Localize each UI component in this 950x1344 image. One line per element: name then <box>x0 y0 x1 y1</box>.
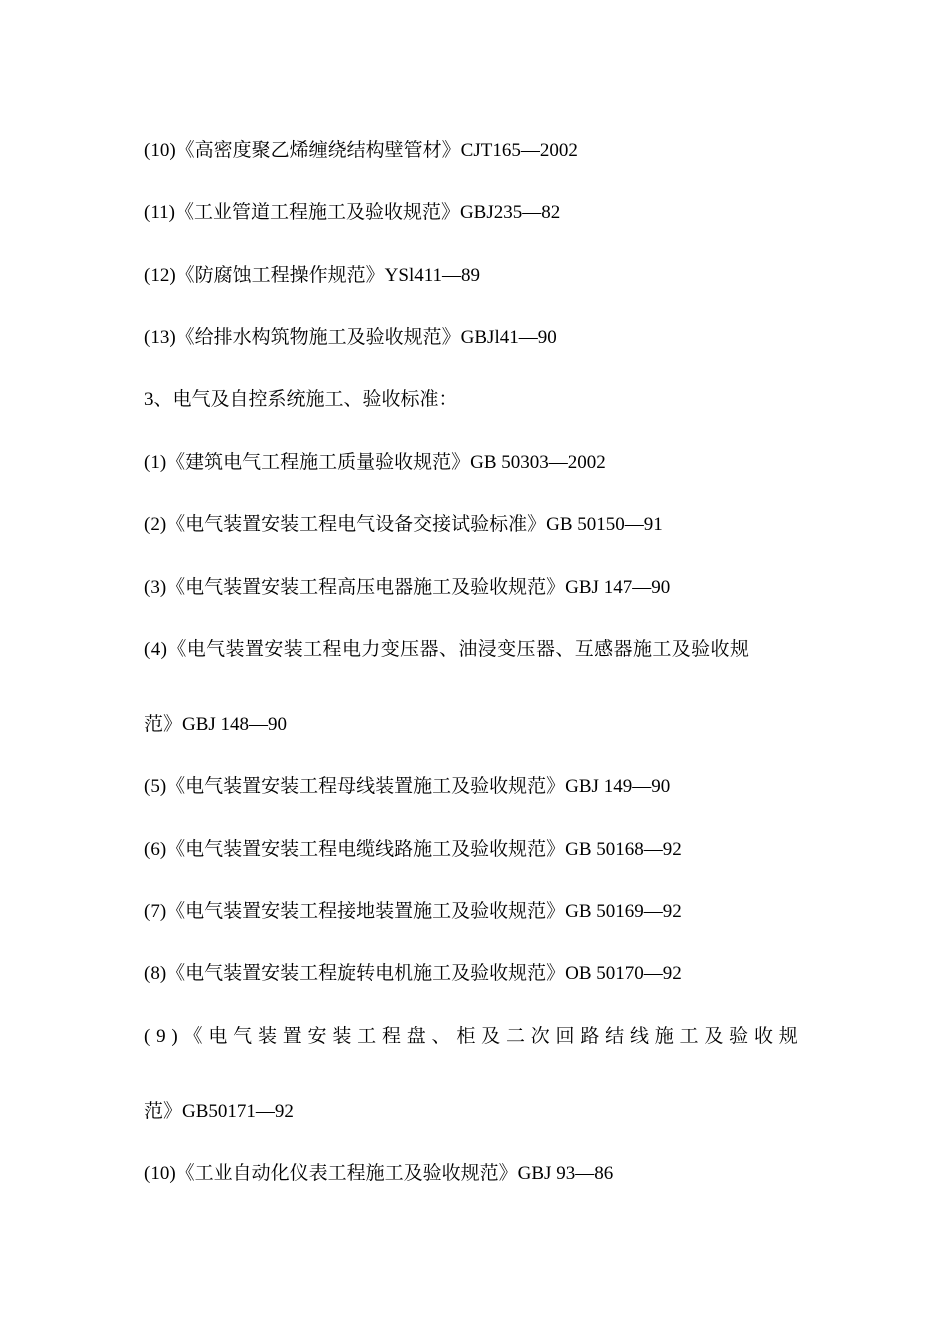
text-line-3: (12)《防腐蚀工程操作规范》YSl411—89 <box>144 265 481 286</box>
text-line-8: (3)《电气装置安装工程高压电器施工及验收规范》GBJ 147—90 <box>144 577 671 598</box>
text-line-16: 范》GB50171—92 <box>144 1101 294 1122</box>
text-line-6: (1)《建筑电气工程施工质量验收规范》GB 50303—2002 <box>144 452 606 473</box>
text-line-4: (13)《给排水构筑物施工及验收规范》GBJl41—90 <box>144 327 557 348</box>
text-line-13: (7)《电气装置安装工程接地装置施工及验收规范》GB 50169—92 <box>144 901 682 922</box>
text-line-2: (11)《工业管道工程施工及验收规范》GBJ235—82 <box>144 202 561 223</box>
text-line-15: (9)《电气装置安装工程盘、柜及二次回路结线施工及验收规 <box>144 1026 804 1047</box>
text-line-17: (10)《工业自动化仪表工程施工及验收规范》GBJ 93—86 <box>144 1163 614 1184</box>
text-line-7: (2)《电气装置安装工程电气设备交接试验标准》GB 50150—91 <box>144 514 663 535</box>
text-line-1: (10)《高密度聚乙烯缠绕结构壁管材》CJT165—2002 <box>144 140 578 161</box>
text-line-11: (5)《电气装置安装工程母线装置施工及验收规范》GBJ 149—90 <box>144 776 671 797</box>
text-line-10: 范》GBJ 148—90 <box>144 714 288 735</box>
text-line-9-content: (4)《电气装置安装工程电力变压器、油浸变压器、互感器施工及验收规 <box>144 639 750 660</box>
text-line-12: (6)《电气装置安装工程电缆线路施工及验收规范》GB 50168—92 <box>144 839 682 860</box>
text-line-9 <box>144 638 806 662</box>
text-line-14: (8)《电气装置安装工程旋转电机施工及验收规范》OB 50170—92 <box>144 963 682 984</box>
section-heading: 3、电气及自控系统施工、验收标准： <box>144 389 458 410</box>
